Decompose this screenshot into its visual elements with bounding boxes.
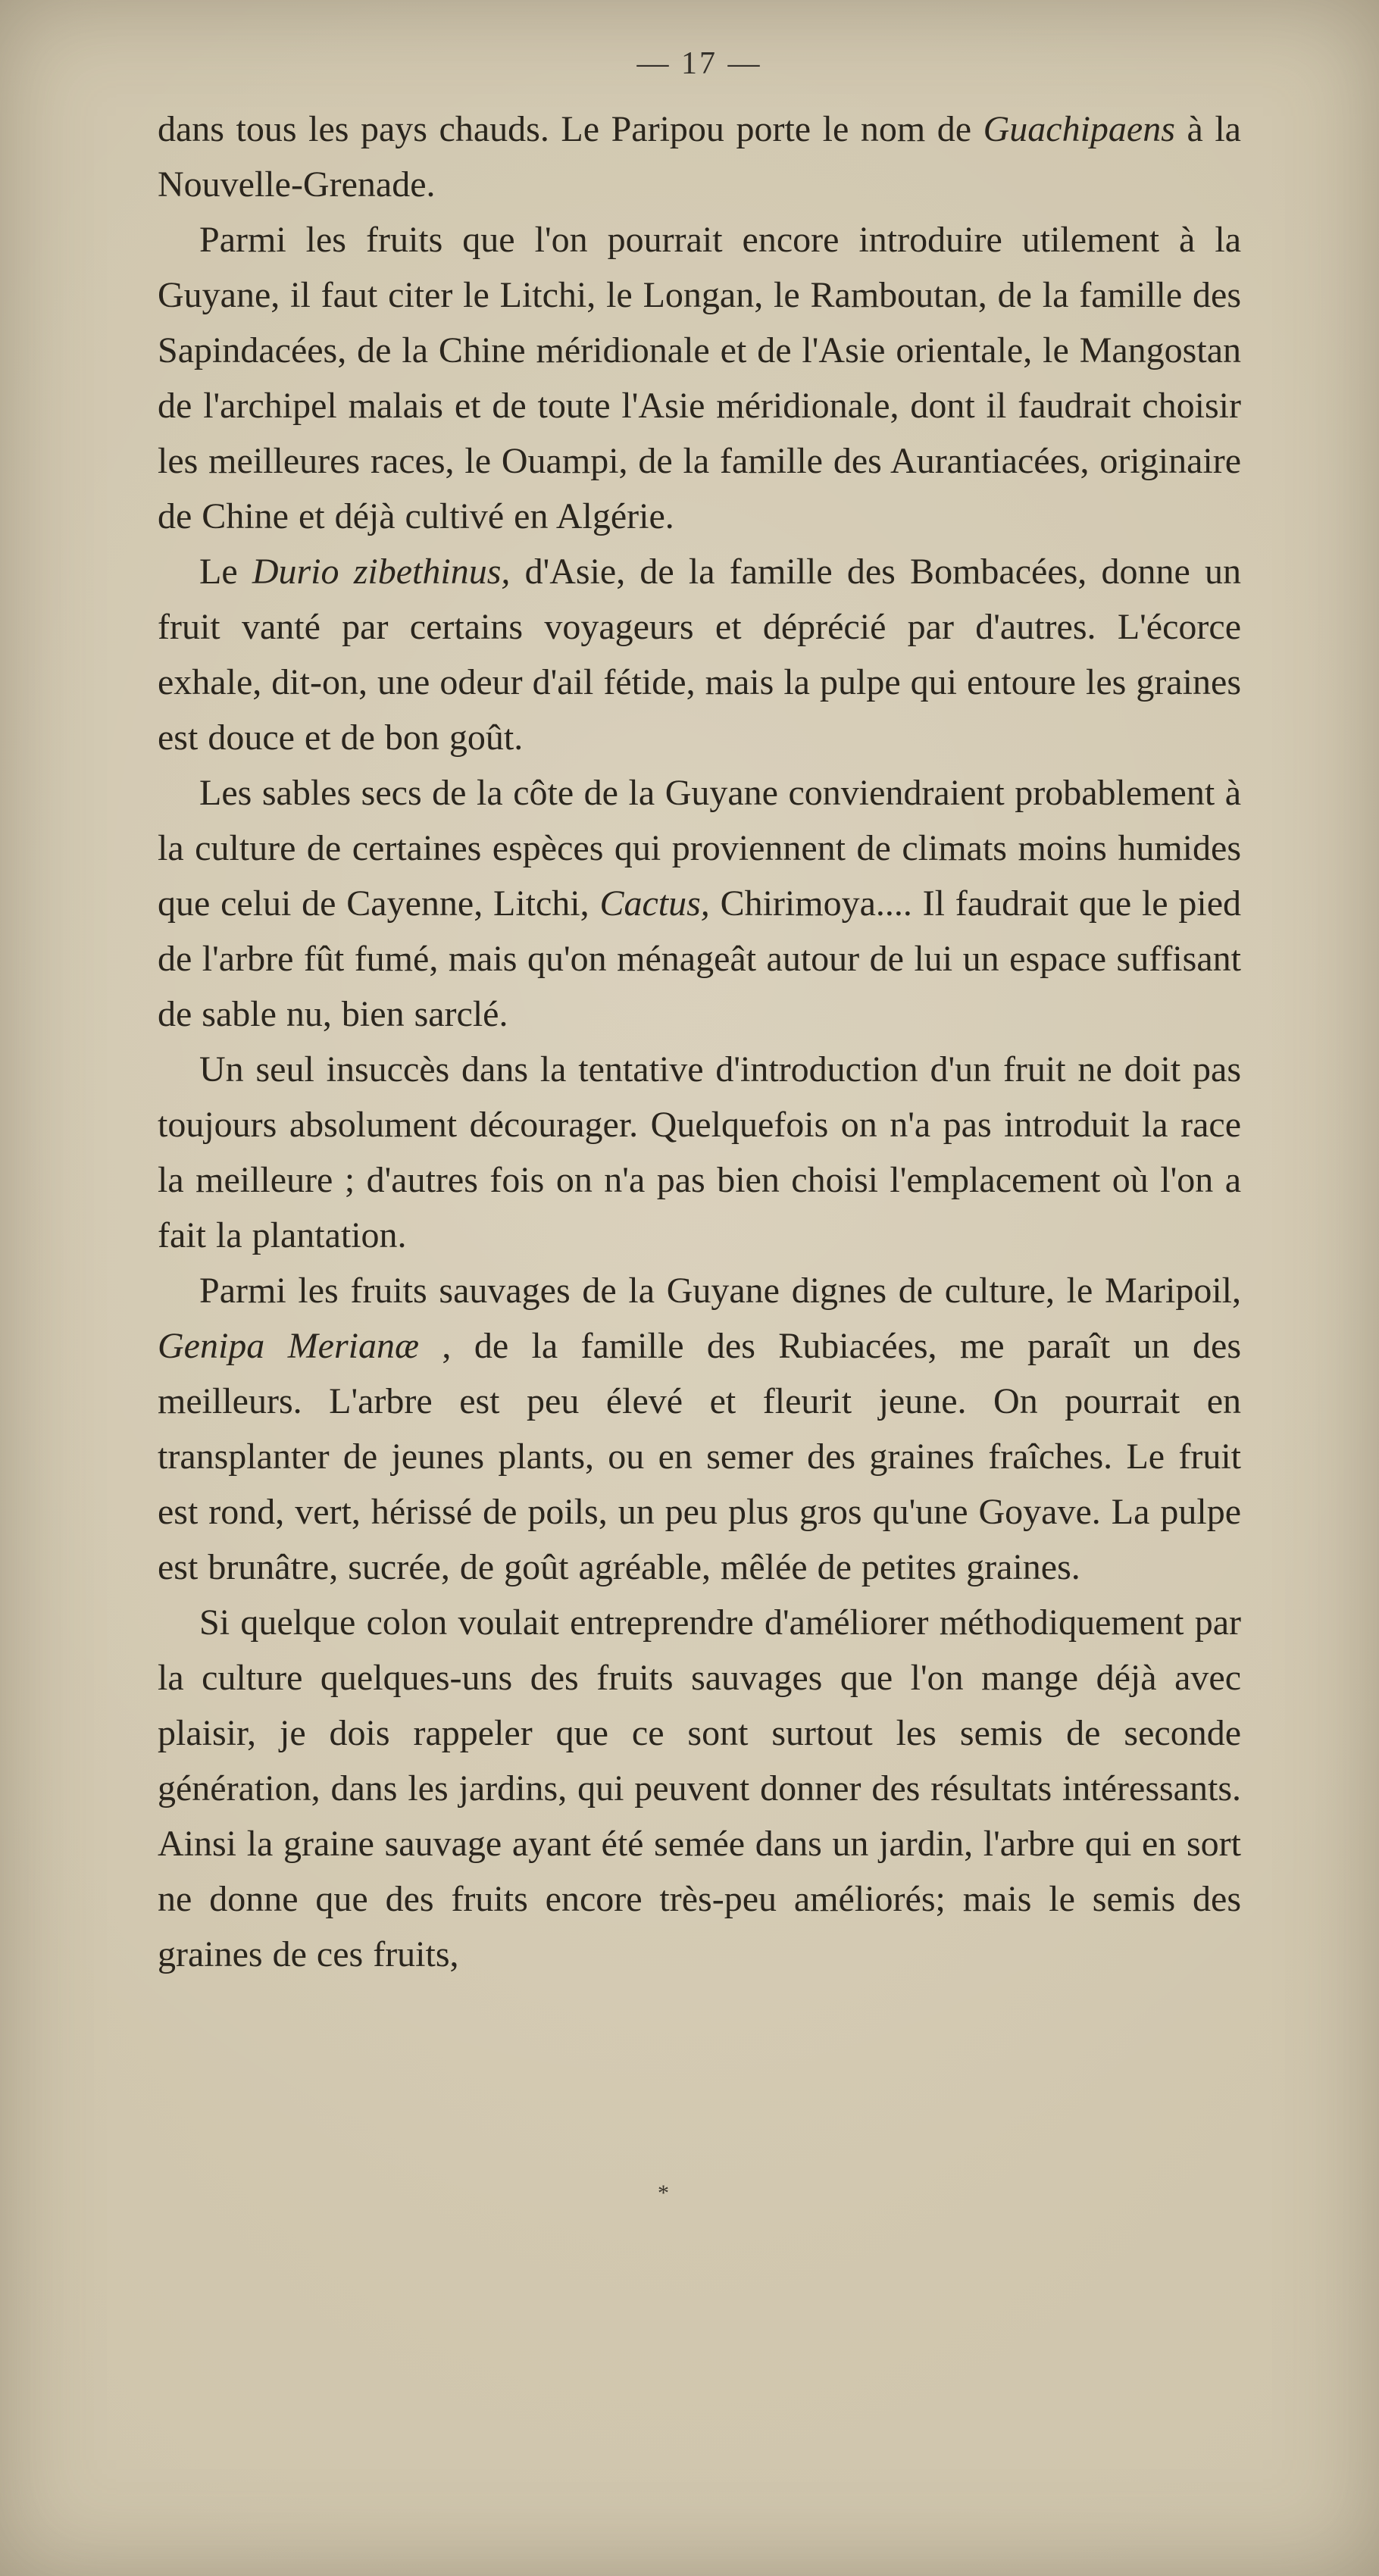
text-run: Un seul insuccès dans la tentative d'introduction d'un fruit ne doit pas toujours absolument décourager. Quelquefois on n'a pas introduit la race la meilleure ; d'autres fois on n'a pas bien choisi l'emplacement où l'on a fait la plantation. — [158, 1049, 1241, 1255]
paragraph — [158, 1595, 1241, 1982]
text-run: Si quelque colon voulait entreprendre d'améliorer méthodiquement par la culture quelques-uns des fruits sauvages que l'on mange déjà avec plaisir, je dois rappeler que ce sont surtout les semis de seconde génération, dans les jardins, qui peuvent donner des résultats intéressants. Ainsi la graine sauvage ayant été semée dans un jardin, l'arbre qui en sort ne donne que des fruits encore très-peu améliorés; mais le semis des graines de ces fruits, — [158, 1602, 1241, 1974]
paragraph — [158, 1263, 1241, 1595]
text-run: Parmi les fruits que l'on pourrait encore introduire utilement à la Guyane, il faut citer le Litchi, le Longan, le Ramboutan, de la famille des Sapindacées, de la Chine méridionale et de l'Asie orientale, le Mangostan de l'archipel malais et de toute l'Asie méridionale, dont il faudrait choisir les meilleures races, le Ouampi, de la famille des Aurantiacées, originaire de Chine et déjà cultivé en Algérie. — [158, 220, 1241, 536]
paragraph — [158, 102, 1241, 212]
printer-mark: * — [658, 2181, 669, 2206]
text-run-italic: Guachipaens — [983, 109, 1175, 149]
text-run-italic: Durio zibethinus, — [252, 552, 511, 592]
text-run: dans tous les pays chauds. Le Paripou porte le nom de — [158, 109, 983, 149]
text-run: , de la famille des Rubiacées, me paraît un des meilleurs. L'arbre est peu élevé et fleurit jeune. On pourrait en transplanter de jeunes plants, ou en semer des graines fraîches. Le fruit est rond, vert, hérissé de poils, un peu plus gros qu'une Goyave. La pulpe est brunâtre, sucrée, de goût agréable, mêlée de petites graines. — [158, 1326, 1242, 1587]
text-run-italic: Cactus, — [599, 883, 710, 924]
page-number: — 17 — — [636, 46, 762, 81]
paragraph — [158, 544, 1241, 765]
paragraph — [158, 212, 1241, 544]
paragraph — [158, 765, 1241, 1042]
text-run: Le — [199, 552, 252, 592]
text-run: Chirimoya.... Il faudrait que le pied de l'arbre fût fumé, mais qu'on ménageât autour de lui un espace suffisant de sable nu, bien sarclé. — [158, 883, 1242, 1034]
text-run: d'Asie, de la famille des Bombacées, donne un fruit vanté par certains voyageurs et déprécié par d'autres. L'écorce exhale, dit-on, une odeur d'ail fétide, mais la pulpe qui entoure les graines est douce et de bon goût. — [158, 552, 1241, 758]
text-run: Parmi les fruits sauvages de la Guyane dignes de culture, le Maripoil, — [199, 1271, 1241, 1311]
page-content — [158, 45, 1241, 1982]
text-run: à la Nouvelle-Grenade. — [158, 109, 1241, 205]
text-run: Les sables secs de la côte de la Guyane conviendraient probablement à la culture de certaines espèces qui proviennent de climats moins humides que celui de Cayenne, Litchi, — [158, 773, 1241, 924]
text-run-italic: Genipa Merianæ — [158, 1326, 420, 1366]
paragraph — [158, 1042, 1241, 1263]
